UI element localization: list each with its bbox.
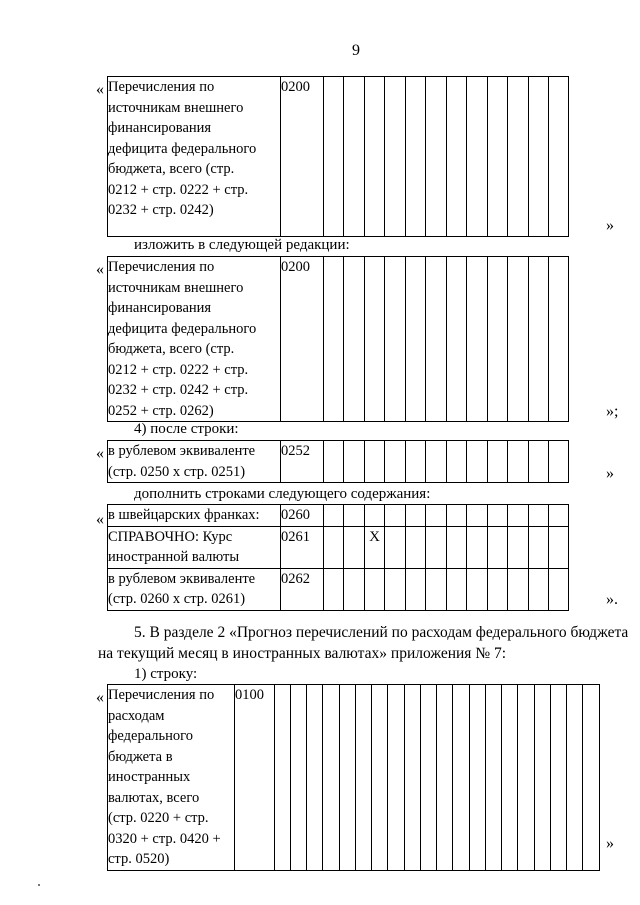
row-label: в рублевом эквиваленте (стр. 0250 х стр. 0251) xyxy=(108,441,281,483)
row-label: СПРАВОЧНО: Курс иностранной валюты xyxy=(108,526,281,568)
instruction-text: 1) строку: xyxy=(134,666,198,682)
x-mark: Х xyxy=(365,526,385,568)
open-quote: « xyxy=(96,689,104,706)
row-code: 0252 xyxy=(281,441,324,483)
table-row xyxy=(108,526,569,568)
row-code: 0262 xyxy=(281,568,324,610)
instruction-text: 4) после строки: xyxy=(134,421,239,437)
row-label: Перечисления по источникам внешнего финансирования дефицита федерального бюджета, всего (стр. 0212 + стр. 0222 + стр. 0232 + стр. 0242) xyxy=(108,77,281,237)
table-rows-0260-0262 xyxy=(107,504,569,611)
row-code: 0261 xyxy=(281,526,324,568)
row-label: Перечисления по расходам федерального бюджета в иностранных валютах, всего (стр. 0220 + стр. 0320 + стр. 0420 + стр. 0520) xyxy=(108,685,235,871)
open-quote: « xyxy=(96,261,104,278)
row-code: 0260 xyxy=(281,505,324,527)
row-label: в рублевом эквиваленте (стр. 0260 х стр. 0261) xyxy=(108,568,281,610)
paragraph-text: 5. В разделе 2 «Прогноз перечислений по расходам федерального бюджета xyxy=(134,624,629,641)
row-code: 0200 xyxy=(281,77,324,237)
row-label: Перечисления по источникам внешнего финансирования дефицита федерального бюджета, всего (стр. 0212 + стр. 0222 + стр. 0232 + стр. 0242 + стр. 0252 + стр. 0262) xyxy=(108,257,281,422)
open-quote: « xyxy=(96,81,104,98)
table-row xyxy=(108,505,569,527)
page-number: 9 xyxy=(352,42,360,59)
table-row-0200-old xyxy=(107,76,569,237)
open-quote: « xyxy=(96,511,104,528)
close-quote: ». xyxy=(606,591,618,608)
instruction-text: изложить в следующей редакции: xyxy=(134,237,350,253)
open-quote: « xyxy=(96,445,104,462)
close-quote: »; xyxy=(606,403,619,420)
close-quote: » xyxy=(606,465,614,482)
row-label: в швейцарских франках: xyxy=(108,505,281,527)
table-row-0200-new xyxy=(107,256,569,422)
row-code: 0200 xyxy=(281,257,324,422)
paragraph-text: на текущий месяц в иностранных валютах» приложения № 7: xyxy=(98,645,507,662)
row-code: 0100 xyxy=(235,685,275,871)
table-row xyxy=(108,568,569,610)
table-row-0252 xyxy=(107,440,569,483)
close-quote: » xyxy=(606,217,614,234)
table-row-0100 xyxy=(107,684,600,871)
close-quote: » xyxy=(606,835,614,852)
scan-dot xyxy=(38,884,40,886)
instruction-text: дополнить строками следующего содержания: xyxy=(134,486,431,502)
